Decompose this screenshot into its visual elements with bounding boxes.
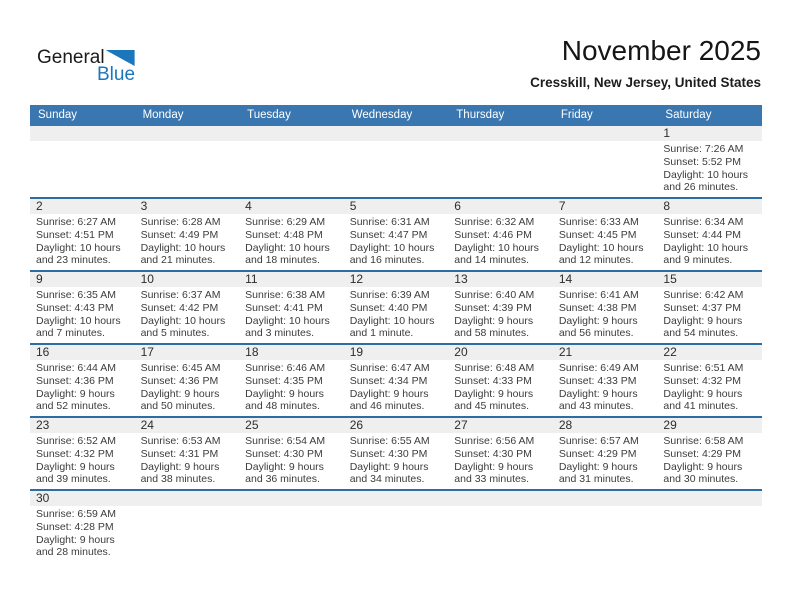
day-cell-11 bbox=[239, 287, 344, 343]
day-cell-30 bbox=[30, 506, 135, 562]
empty-number-cell bbox=[553, 126, 658, 141]
daylight-minutes-text: and 39 minutes. bbox=[36, 473, 111, 486]
weeks-container bbox=[30, 126, 762, 562]
sunset-text: Sunset: 4:32 PM bbox=[36, 447, 114, 460]
day-cell-15 bbox=[657, 287, 762, 343]
day-number-30: 30 bbox=[36, 491, 50, 505]
day-number-10: 10 bbox=[140, 272, 154, 286]
page-subtitle: Cresskill, New Jersey, United States bbox=[530, 75, 761, 90]
daylight-minutes-text: and 36 minutes. bbox=[245, 473, 320, 486]
week-content-row bbox=[30, 141, 762, 197]
daylight-minutes-text: and 54 minutes. bbox=[663, 327, 739, 340]
day-number-28: 28 bbox=[558, 418, 573, 432]
sunrise-text: Sunrise: 7:26 AM bbox=[663, 143, 744, 155]
sunset-text: Sunset: 4:30 PM bbox=[349, 447, 428, 460]
sunset-text: Sunset: 4:36 PM bbox=[36, 374, 114, 387]
day-cell-17 bbox=[135, 360, 240, 416]
empty-number-cell bbox=[553, 491, 658, 506]
daylight-hours-text: Daylight: 10 hours bbox=[140, 314, 226, 327]
weekday-label-monday: Monday bbox=[142, 109, 184, 121]
daylight-minutes-text: and 23 minutes. bbox=[36, 254, 111, 267]
day-number-4: 4 bbox=[245, 199, 252, 213]
day-number-25: 25 bbox=[245, 418, 259, 432]
day-number-band bbox=[30, 272, 762, 287]
day-number-15: 15 bbox=[663, 272, 677, 286]
daylight-hours-text: Daylight: 9 hours bbox=[558, 387, 638, 400]
empty-day-cell bbox=[239, 506, 344, 562]
sunset-text: Sunset: 4:40 PM bbox=[349, 301, 428, 314]
day-cell-20 bbox=[448, 360, 553, 416]
empty-number-cell bbox=[344, 491, 449, 506]
day-number-8: 8 bbox=[663, 199, 671, 213]
logo-text-blue: Blue bbox=[97, 64, 136, 85]
daylight-hours-text: Daylight: 9 hours bbox=[558, 460, 638, 473]
day-cell-22 bbox=[657, 360, 762, 416]
empty-day-cell bbox=[30, 141, 135, 197]
week-content-row bbox=[30, 360, 762, 416]
sunrise-text: Sunrise: 6:34 AM bbox=[663, 216, 744, 228]
sunset-text: Sunset: 4:45 PM bbox=[558, 228, 637, 241]
empty-number-cell bbox=[448, 491, 553, 506]
sunset-text: Sunset: 4:30 PM bbox=[245, 447, 323, 460]
week-row-4 bbox=[30, 343, 762, 416]
daylight-hours-text: Daylight: 9 hours bbox=[36, 460, 115, 473]
week-content-row bbox=[30, 433, 762, 489]
sunset-text: Sunset: 4:35 PM bbox=[245, 374, 323, 387]
weekday-label-thursday: Thursday bbox=[456, 109, 505, 121]
sunset-text: Sunset: 4:32 PM bbox=[663, 374, 742, 387]
day-number-20: 20 bbox=[454, 345, 468, 359]
empty-number-cell bbox=[239, 126, 344, 141]
sunset-text: Sunset: 4:29 PM bbox=[663, 447, 742, 460]
week-content-row bbox=[30, 214, 762, 270]
sunset-text: Sunset: 4:38 PM bbox=[558, 301, 637, 314]
page-title: November 2025 bbox=[561, 35, 761, 66]
sunset-text: Sunset: 4:36 PM bbox=[140, 374, 219, 387]
weekday-label-sunday: Sunday bbox=[38, 109, 78, 121]
sunrise-text: Sunrise: 6:40 AM bbox=[454, 289, 535, 301]
day-cell-24 bbox=[135, 433, 240, 489]
sunset-text: Sunset: 4:48 PM bbox=[245, 228, 323, 241]
sunrise-text: Sunrise: 6:45 AM bbox=[140, 362, 221, 374]
daylight-minutes-text: and 18 minutes. bbox=[245, 254, 320, 267]
empty-number-cell bbox=[135, 126, 240, 141]
daylight-hours-text: Daylight: 10 hours bbox=[140, 241, 226, 254]
sunset-text: Sunset: 4:51 PM bbox=[36, 228, 114, 241]
week-content-row bbox=[30, 506, 762, 562]
day-cell-9 bbox=[30, 287, 135, 343]
empty-day-cell bbox=[135, 141, 240, 197]
sunrise-text: Sunrise: 6:39 AM bbox=[349, 289, 430, 301]
daylight-hours-text: Daylight: 9 hours bbox=[36, 387, 115, 400]
day-number-6: 6 bbox=[454, 199, 461, 213]
sunrise-text: Sunrise: 6:52 AM bbox=[36, 435, 116, 447]
sunrise-text: Sunrise: 6:27 AM bbox=[36, 216, 116, 228]
daylight-minutes-text: and 1 minute. bbox=[349, 327, 414, 340]
day-cell-7 bbox=[553, 214, 658, 270]
sunrise-text: Sunrise: 6:54 AM bbox=[245, 435, 326, 447]
daylight-minutes-text: and 45 minutes. bbox=[454, 400, 529, 413]
sunset-text: Sunset: 4:43 PM bbox=[36, 301, 114, 314]
empty-number-cell bbox=[30, 126, 135, 141]
daylight-hours-text: Daylight: 9 hours bbox=[663, 314, 743, 327]
day-number-26: 26 bbox=[349, 418, 364, 432]
day-number-14: 14 bbox=[558, 272, 573, 286]
daylight-hours-text: Daylight: 9 hours bbox=[454, 314, 534, 327]
sunrise-text: Sunrise: 6:37 AM bbox=[140, 289, 221, 301]
day-number-3: 3 bbox=[140, 199, 148, 213]
daylight-hours-text: Daylight: 10 hours bbox=[36, 314, 121, 327]
day-number-13: 13 bbox=[454, 272, 468, 286]
day-number-23: 23 bbox=[36, 418, 50, 432]
day-number-24: 24 bbox=[140, 418, 154, 432]
weekday-label-wednesday: Wednesday bbox=[351, 109, 413, 121]
day-number-21: 21 bbox=[558, 345, 573, 359]
general-blue-logo bbox=[37, 49, 135, 83]
daylight-minutes-text: and 9 minutes. bbox=[663, 254, 733, 267]
week-row-2 bbox=[30, 197, 762, 270]
sunset-text: Sunset: 5:52 PM bbox=[663, 155, 742, 168]
day-number-16: 16 bbox=[36, 345, 50, 359]
sunset-text: Sunset: 4:33 PM bbox=[558, 374, 637, 387]
daylight-hours-text: Daylight: 9 hours bbox=[663, 387, 743, 400]
daylight-minutes-text: and 41 minutes. bbox=[663, 400, 739, 413]
day-number-12: 12 bbox=[349, 272, 364, 286]
sunrise-text: Sunrise: 6:32 AM bbox=[454, 216, 535, 228]
daylight-hours-text: Daylight: 10 hours bbox=[245, 314, 330, 327]
daylight-hours-text: Daylight: 9 hours bbox=[454, 460, 534, 473]
sunset-text: Sunset: 4:31 PM bbox=[140, 447, 219, 460]
daylight-hours-text: Daylight: 10 hours bbox=[349, 241, 435, 254]
daylight-hours-text: Daylight: 9 hours bbox=[558, 314, 638, 327]
day-cell-8 bbox=[657, 214, 762, 270]
sunrise-text: Sunrise: 6:59 AM bbox=[36, 508, 116, 520]
daylight-minutes-text: and 58 minutes. bbox=[454, 327, 529, 340]
day-number-11: 11 bbox=[245, 272, 258, 286]
weekday-label-friday: Friday bbox=[560, 109, 593, 121]
daylight-minutes-text: and 3 minutes. bbox=[245, 327, 315, 340]
sunrise-text: Sunrise: 6:49 AM bbox=[558, 362, 639, 374]
empty-number-cell bbox=[448, 126, 553, 141]
sunrise-text: Sunrise: 6:38 AM bbox=[245, 289, 326, 301]
sunset-text: Sunset: 4:29 PM bbox=[558, 447, 637, 460]
daylight-minutes-text: and 12 minutes. bbox=[558, 254, 634, 267]
day-cell-26 bbox=[344, 433, 449, 489]
daylight-minutes-text: and 48 minutes. bbox=[245, 400, 320, 413]
sunset-text: Sunset: 4:41 PM bbox=[245, 301, 323, 314]
daylight-hours-text: Daylight: 9 hours bbox=[454, 387, 534, 400]
weekday-label-saturday: Saturday bbox=[665, 109, 712, 121]
empty-day-cell bbox=[135, 506, 240, 562]
sunrise-text: Sunrise: 6:56 AM bbox=[454, 435, 535, 447]
week-row-1 bbox=[30, 126, 762, 197]
day-number-17: 17 bbox=[140, 345, 154, 359]
day-number-27: 27 bbox=[454, 418, 468, 432]
week-row-5 bbox=[30, 416, 762, 489]
sunset-text: Sunset: 4:47 PM bbox=[349, 228, 428, 241]
week-row-3 bbox=[30, 270, 762, 343]
title-block bbox=[530, 36, 761, 90]
day-cell-10 bbox=[135, 287, 240, 343]
sunrise-text: Sunrise: 6:35 AM bbox=[36, 289, 116, 301]
day-cell-2 bbox=[30, 214, 135, 270]
sunset-text: Sunset: 4:44 PM bbox=[663, 228, 742, 241]
daylight-hours-text: Daylight: 10 hours bbox=[454, 241, 539, 254]
daylight-hours-text: Daylight: 9 hours bbox=[663, 460, 743, 473]
day-cell-29 bbox=[657, 433, 762, 489]
day-cell-14 bbox=[553, 287, 658, 343]
daylight-hours-text: Daylight: 10 hours bbox=[349, 314, 435, 327]
calendar-table bbox=[30, 105, 762, 562]
day-cell-25 bbox=[239, 433, 344, 489]
day-number-band bbox=[30, 418, 762, 433]
daylight-hours-text: Daylight: 9 hours bbox=[36, 533, 115, 546]
daylight-hours-text: Daylight: 9 hours bbox=[349, 460, 429, 473]
daylight-minutes-text: and 52 minutes. bbox=[36, 400, 111, 413]
sunrise-text: Sunrise: 6:58 AM bbox=[663, 435, 744, 447]
day-number-5: 5 bbox=[349, 199, 357, 213]
sunset-text: Sunset: 4:42 PM bbox=[140, 301, 219, 314]
daylight-hours-text: Daylight: 9 hours bbox=[245, 460, 324, 473]
day-number-2: 2 bbox=[36, 199, 43, 213]
daylight-minutes-text: and 34 minutes. bbox=[349, 473, 425, 486]
day-number-19: 19 bbox=[349, 345, 364, 359]
day-number-band bbox=[30, 345, 762, 360]
sunrise-text: Sunrise: 6:29 AM bbox=[245, 216, 326, 228]
week-row-6 bbox=[30, 489, 762, 562]
day-cell-28 bbox=[553, 433, 658, 489]
sunrise-text: Sunrise: 6:47 AM bbox=[349, 362, 430, 374]
sunset-text: Sunset: 4:30 PM bbox=[454, 447, 532, 460]
daylight-hours-text: Daylight: 9 hours bbox=[349, 387, 429, 400]
day-cell-5 bbox=[344, 214, 449, 270]
sunrise-text: Sunrise: 6:28 AM bbox=[140, 216, 221, 228]
empty-day-cell bbox=[448, 506, 553, 562]
daylight-minutes-text: and 28 minutes. bbox=[36, 546, 111, 559]
day-number-7: 7 bbox=[558, 199, 566, 213]
daylight-hours-text: Daylight: 10 hours bbox=[663, 241, 749, 254]
daylight-hours-text: Daylight: 9 hours bbox=[140, 460, 220, 473]
empty-day-cell bbox=[344, 141, 449, 197]
day-cell-23 bbox=[30, 433, 135, 489]
daylight-minutes-text: and 7 minutes. bbox=[36, 327, 105, 340]
sunset-text: Sunset: 4:34 PM bbox=[349, 374, 428, 387]
weekday-header-row bbox=[30, 105, 762, 126]
daylight-minutes-text: and 30 minutes. bbox=[663, 473, 739, 486]
sunrise-text: Sunrise: 6:48 AM bbox=[454, 362, 535, 374]
daylight-hours-text: Daylight: 10 hours bbox=[245, 241, 330, 254]
empty-number-cell bbox=[135, 491, 240, 506]
sunrise-text: Sunrise: 6:55 AM bbox=[349, 435, 430, 447]
daylight-minutes-text: and 21 minutes. bbox=[140, 254, 216, 267]
sunrise-text: Sunrise: 6:53 AM bbox=[140, 435, 221, 447]
empty-day-cell bbox=[553, 141, 658, 197]
day-cell-12 bbox=[344, 287, 449, 343]
day-cell-19 bbox=[344, 360, 449, 416]
day-number-9: 9 bbox=[36, 272, 43, 286]
daylight-hours-text: Daylight: 9 hours bbox=[245, 387, 324, 400]
daylight-minutes-text: and 26 minutes. bbox=[663, 181, 739, 194]
day-cell-27 bbox=[448, 433, 553, 489]
day-number-29: 29 bbox=[663, 418, 677, 432]
day-number-band bbox=[30, 491, 762, 506]
empty-day-cell bbox=[657, 506, 762, 562]
sunset-text: Sunset: 4:28 PM bbox=[36, 520, 114, 533]
empty-number-cell bbox=[239, 491, 344, 506]
day-cell-1 bbox=[657, 141, 762, 197]
week-content-row bbox=[30, 287, 762, 343]
weekday-label-tuesday: Tuesday bbox=[247, 109, 291, 121]
day-cell-18 bbox=[239, 360, 344, 416]
day-number-band bbox=[30, 126, 762, 141]
daylight-minutes-text: and 50 minutes. bbox=[140, 400, 216, 413]
sunset-text: Sunset: 4:49 PM bbox=[140, 228, 219, 241]
daylight-minutes-text: and 5 minutes. bbox=[140, 327, 210, 340]
sunrise-text: Sunrise: 6:44 AM bbox=[36, 362, 116, 374]
day-number-22: 22 bbox=[663, 345, 677, 359]
day-number-18: 18 bbox=[245, 345, 259, 359]
sunset-text: Sunset: 4:37 PM bbox=[663, 301, 742, 314]
empty-number-cell bbox=[344, 126, 449, 141]
sunrise-text: Sunrise: 6:51 AM bbox=[663, 362, 744, 374]
day-number-1: 1 bbox=[663, 126, 671, 140]
day-number-band bbox=[30, 199, 762, 214]
sunrise-text: Sunrise: 6:57 AM bbox=[558, 435, 639, 447]
day-cell-3 bbox=[135, 214, 240, 270]
day-cell-6 bbox=[448, 214, 553, 270]
sunrise-text: Sunrise: 6:46 AM bbox=[245, 362, 326, 374]
daylight-minutes-text: and 43 minutes. bbox=[558, 400, 634, 413]
daylight-hours-text: Daylight: 9 hours bbox=[140, 387, 220, 400]
sunset-text: Sunset: 4:46 PM bbox=[454, 228, 532, 241]
empty-number-cell bbox=[657, 491, 762, 506]
daylight-minutes-text: and 16 minutes. bbox=[349, 254, 425, 267]
day-cell-4 bbox=[239, 214, 344, 270]
sunrise-text: Sunrise: 6:42 AM bbox=[663, 289, 744, 301]
sunset-text: Sunset: 4:39 PM bbox=[454, 301, 532, 314]
daylight-hours-text: Daylight: 10 hours bbox=[558, 241, 644, 254]
daylight-minutes-text: and 33 minutes. bbox=[454, 473, 529, 486]
daylight-hours-text: Daylight: 10 hours bbox=[36, 241, 121, 254]
day-cell-16 bbox=[30, 360, 135, 416]
logo-text-general: General bbox=[37, 47, 105, 68]
sunrise-text: Sunrise: 6:31 AM bbox=[349, 216, 430, 228]
sunrise-text: Sunrise: 6:33 AM bbox=[558, 216, 639, 228]
daylight-minutes-text: and 56 minutes. bbox=[558, 327, 634, 340]
day-cell-21 bbox=[553, 360, 658, 416]
empty-day-cell bbox=[553, 506, 658, 562]
day-cell-13 bbox=[448, 287, 553, 343]
daylight-hours-text: Daylight: 10 hours bbox=[663, 168, 749, 181]
daylight-minutes-text: and 38 minutes. bbox=[140, 473, 216, 486]
empty-day-cell bbox=[239, 141, 344, 197]
empty-day-cell bbox=[448, 141, 553, 197]
empty-day-cell bbox=[344, 506, 449, 562]
daylight-minutes-text: and 14 minutes. bbox=[454, 254, 529, 267]
daylight-minutes-text: and 46 minutes. bbox=[349, 400, 425, 413]
sunrise-text: Sunrise: 6:41 AM bbox=[558, 289, 639, 301]
daylight-minutes-text: and 31 minutes. bbox=[558, 473, 634, 486]
sunset-text: Sunset: 4:33 PM bbox=[454, 374, 532, 387]
